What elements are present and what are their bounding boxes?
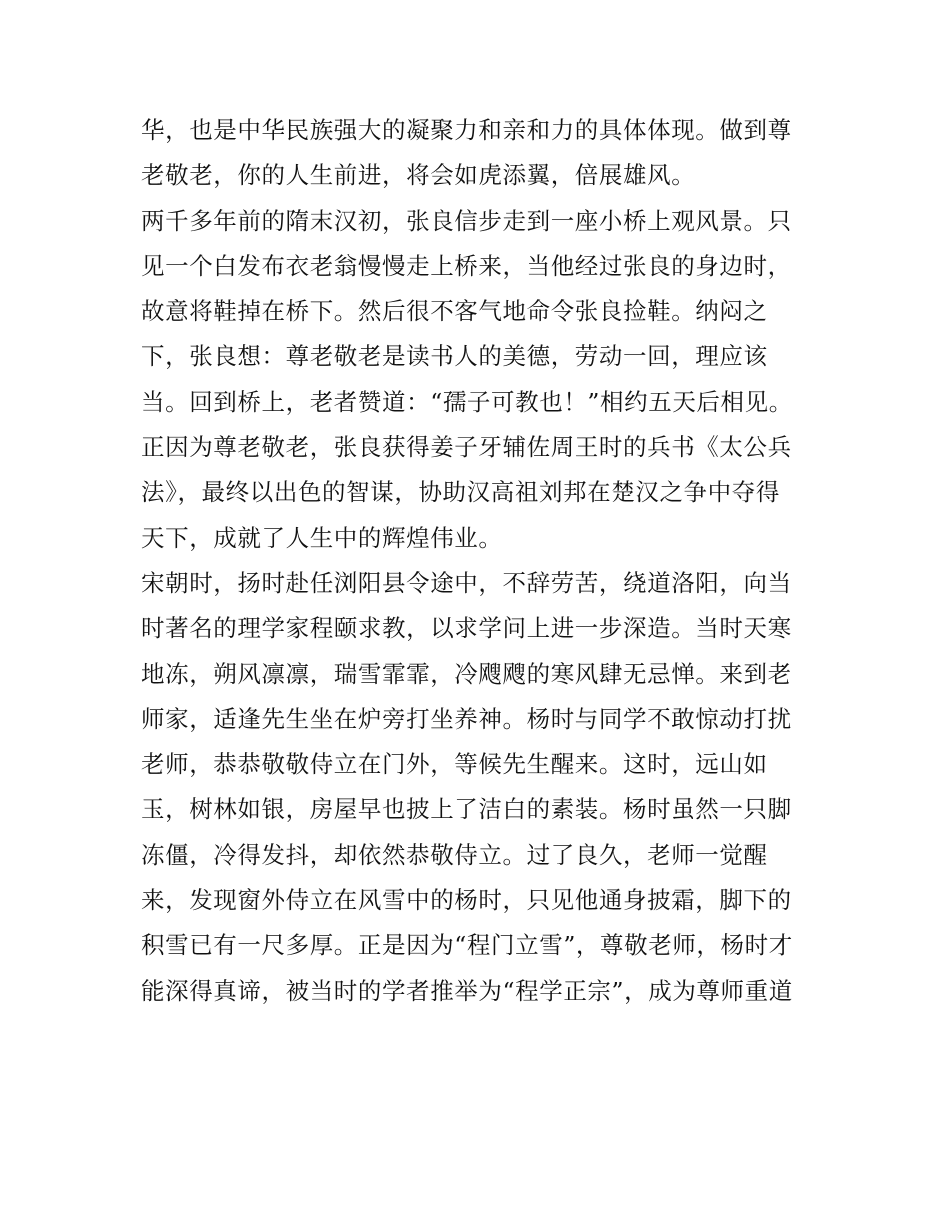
text-line: 玉，树林如银，房屋早也披上了洁白的素装。杨时虽然一只脚 (141, 795, 792, 824)
text-line: 冻僵，冷得发抖，却依然恭敬侍立。过了良久，老师一觉醒 (141, 840, 768, 869)
text-line: 下，张良想：尊老敬老是读书人的美德，劳动一回，理应该 (141, 342, 768, 371)
text-line: 故意将鞋掉在桥下。然后很不客气地命令张良捡鞋。纳闷之 (141, 297, 768, 326)
text-line: 老敬老，你的人生前进，将会如虎添翼，倍展雄风。 (141, 161, 696, 190)
text-line: 积雪已有一尺多厚。正是因为“程门立雪”，尊敬老师，杨时才 (141, 931, 793, 960)
text-line: 时著名的理学家程颐求教，以求学问上进一步深造。当时天寒 (141, 614, 792, 643)
text-line: 当。回到桥上，老者赞道：“孺子可教也！”相约五天后相见。 (141, 387, 793, 416)
text-line: 见一个白发布衣老翁慢慢走上桥来，当他经过张良的身边时， (141, 251, 792, 280)
text-line: 宋朝时，扬时赴任浏阳县令途中，不辞劳苦，绕道洛阳，向当 (141, 568, 792, 597)
text-line: 老师，恭恭敬敬侍立在门外，等候先生醒来。这时，远山如 (141, 750, 768, 779)
text-line: 来，发现窗外侍立在风雪中的杨时，只见他通身披霜，脚下的 (141, 886, 792, 915)
text-line: 两千多年前的隋末汉初，张良信步走到一座小桥上观风景。只 (141, 206, 792, 235)
text-line: 能深得真谛，被当时的学者推举为“程学正宗”，成为尊师重道 (141, 976, 793, 1005)
text-line: 师家，适逢先生坐在炉旁打坐养神。杨时与同学不敢惊动打扰 (141, 704, 792, 733)
text-line: 天下，成就了人生中的辉煌伟业。 (141, 523, 503, 552)
text-line: 正因为尊老敬老，张良获得姜子牙辅佐周王时的兵书《太公兵 (141, 433, 792, 462)
text-line: 法》，最终以出色的智谋，协助汉高祖刘邦在楚汉之争中夺得 (141, 478, 780, 507)
body-text (141, 108, 821, 1014)
text-line: 华，也是中华民族强大的凝聚力和亲和力的具体体现。做到尊 (141, 116, 792, 144)
text-line: 地冻，朔风凛凛，瑞雪霏霏，冷飕飕的寒风肆无忌惮。来到老 (141, 659, 792, 688)
